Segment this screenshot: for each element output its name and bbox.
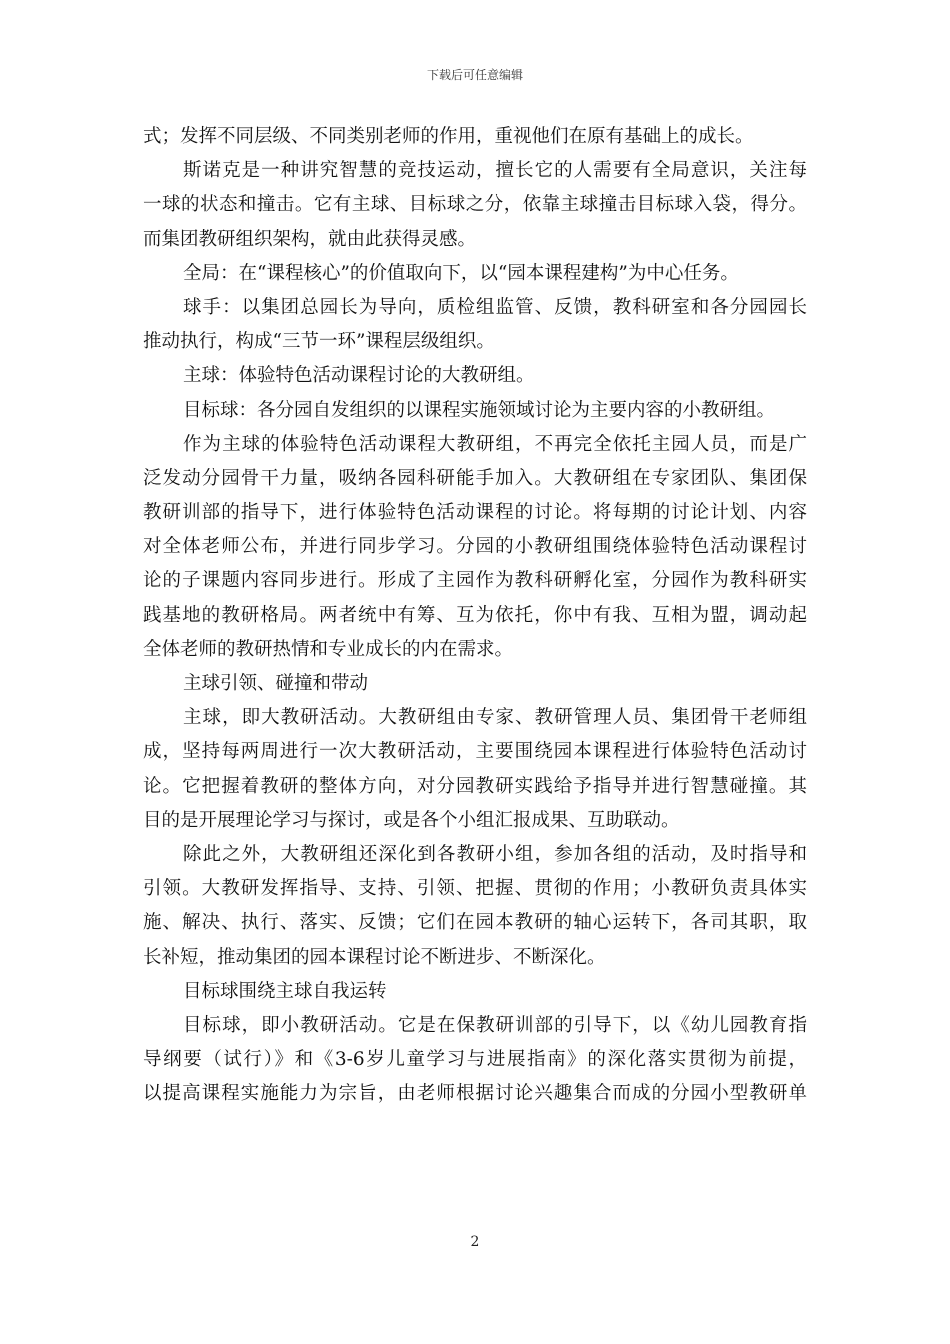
page-number: 2 <box>470 1234 480 1250</box>
text-line: 一球的状态和撞击。它有主球、目标球之分，依靠主球撞击目标球入袋，得分。 <box>143 194 807 216</box>
text-line: 泛发动分园骨干力量，吸纳各园科研能手加入。大教研组在专家团队、集团保 <box>143 467 807 489</box>
text-line: 导纲要（试行）》和《3-6岁儿童学习与进展指南》的深化落实贯彻为前提， <box>143 1049 807 1071</box>
page-header: 下载后可任意编辑 <box>426 68 523 82</box>
text-line: 成，坚持每两周进行一次大教研活动，主要围绕园本课程进行体验特色活动讨 <box>143 741 807 763</box>
text-line: 论。它把握着教研的整体方向，对分园教研实践给予指导并进行智慧碰撞。其 <box>143 775 807 797</box>
text-line: 球手：以集团总园长为导向，质检组监管、反馈，教科研室和各分园园长 <box>183 296 807 318</box>
text-line: 除此之外，大教研组还深化到各教研小组，参加各组的活动，及时指导和 <box>183 843 807 865</box>
text-line: 引领。大教研发挥指导、支持、引领、把握、贯彻的作用；小教研负责具体实 <box>143 878 807 900</box>
document-body <box>143 120 807 1111</box>
text-line: 论的子课题内容同步进行。形成了主园作为教科研孵化室，分园作为教科研实 <box>143 570 807 592</box>
text-line: 主球：体验特色活动课程讨论的大教研组。 <box>183 365 535 387</box>
text-line: 全局：在“课程核心”的价值取向下，以“园本课程建构”为中心任务。 <box>183 262 739 284</box>
text-line: 主球引领、碰撞和带动 <box>183 673 369 694</box>
text-line: 以提高课程实施能力为宗旨，由老师根据讨论兴趣集合而成的分园小型教研单 <box>143 1083 807 1105</box>
text-line: 主球，即大教研活动。大教研组由专家、教研管理人员、集团骨干老师组 <box>183 707 807 729</box>
text-line: 对全体老师公布，并进行同步学习。分园的小教研组围绕体验特色活动课程讨 <box>143 536 807 558</box>
text-line: 施、解决、执行、落实、反馈；它们在园本教研的轴心运转下，各司其职，取 <box>143 912 807 934</box>
text-line: 目标球围绕主球自我运转 <box>183 980 387 1002</box>
text-line: 作为主球的体验特色活动课程大教研组，不再完全依托主园人员，而是广 <box>183 433 807 455</box>
text-line: 目的是开展理论学习与探讨，或是各个小组汇报成果、互助联动。 <box>143 809 680 831</box>
text-line: 践基地的教研格局。两者统中有筹、互为依托，你中有我、互相为盟，调动起 <box>143 604 807 626</box>
text-line: 长补短，推动集团的园本课程讨论不断进步、不断深化。 <box>143 946 606 968</box>
text-line: 目标球：各分园自发组织的以课程实施领域讨论为主要内容的小教研组。 <box>183 399 776 421</box>
text-line: 推动执行，构成“三节一环”课程层级组织。 <box>143 331 495 353</box>
text-line: 而集团教研组织架构，就由此获得灵感。 <box>143 228 477 250</box>
text-line: 目标球，即小教研活动。它是在保教研训部的引导下，以《幼儿园教育指 <box>183 1014 807 1036</box>
text-line: 斯诺克是一种讲究智慧的竞技运动，擅长它的人需要有全局意识，关注每 <box>183 160 807 182</box>
text-line: 教研训部的指导下，进行体验特色活动课程的讨论。将每期的讨论计划、内容 <box>143 502 807 524</box>
text-line: 全体老师的教研热情和专业成长的内在需求。 <box>143 638 514 660</box>
text-line: 式；发挥不同层级、不同类别老师的作用，重视他们在原有基础上的成长。 <box>143 126 754 147</box>
